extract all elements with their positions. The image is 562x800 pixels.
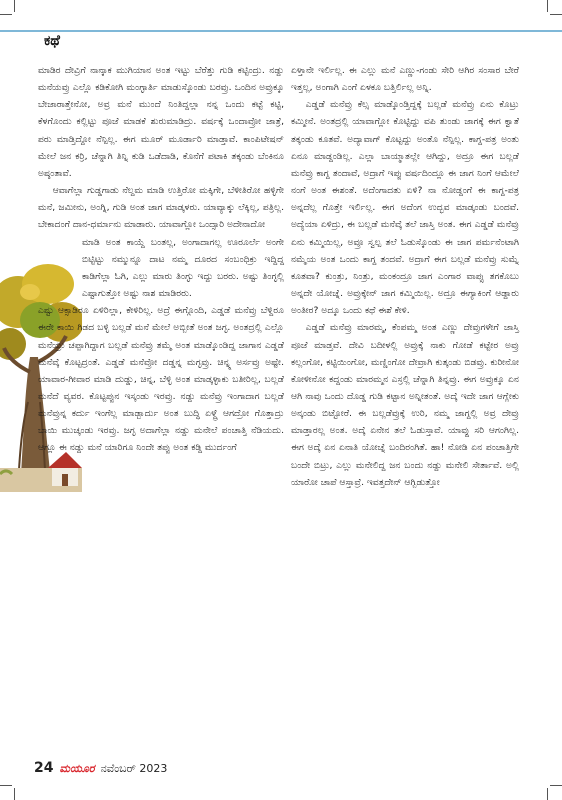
section-title: ಕಥೆ xyxy=(44,33,60,49)
paragraph: ಎಡ್ಡಡೆ ಮನೆವ್ರು ಮಾರಮ್ಮ, ಕೆಂಪಮ್ಮ ಅಂತ ಎಣ್ಣು ದೇವ್ರುಗಳೇಗೆ ಜಾಸ್ತಿ ಪೂಜೆ ಮಾಡ್ತವೆ. ದೇವಿ ಬದೀಳಲ್ಲಿ ಅವ್ರುಕ್ಕೆ ನಾಕು ಗೋಡೆ ಕಟ್ಟೇರ ಅವ್ರು ಕಲ್ಲಂಗೋ, ಕಟ್ಟಿಯಿಂಗೋ, ಮಣ್ಣಿಂಗೋ ದೇವ್ರಾಗಿ ಕುತ್ಕಂಡು ಬಿಡವ್ರು. ಕುರೀನೋ ಕೋಳೀನೋ ಕದ್ದಂಡು ಮಾರಮ್ಮನ ಎಸ್ರಲ್ಲಿ ಚೆನ್ನಾಗಿ ತಿನ್ನವ್ರು. ಈಗ ಅವ್ರುಕ್ಕೂ ಏನ ಆಗಿ ನಾವು ಒಂದು ದೊಡ್ಡ ಗುಡಿ ಕಟ್ಟಾನ ಅನ್ನೀತಂತೆ. ಅದ್ಕೆ ಇದೇ ಜಾಗ ಆಗ್ಲೇಕು ಅನ್ಕಂಡು ಬಿಟ್ಟೋರೆ. ಈ ಬಲ್ಲಡೆವ್ರುಕ್ಕೆ ಉರಿ, ನಮ್ಮ ಜಾಗ್ದಲ್ಲಿ ಅವ್ರ ದೇವ್ರು ಮಾಡ್ತಾರಲ್ಲ ಅಂತ. ಅದ್ಕೆ ಏನೇನ ತಲೆ ಓಡುಸ್ತಾವೆ. ಯಾವ್ದು ಸರಿ ಆಗಂಗಿಲ್ಲ. ಈಗ ಅದ್ಕೆ ಏನ ಏನಾತಿ ಯೋಚ್ನೆ ಬಂದಿರಂಗಿತೆ. ಹಾ! ನೋಡಿ ಏನ ಪಂಚಾತ್ತಿಗೇ ಬಂದೇ ಬಿಟ್ರು, ಎಲ್ಲು ಮನೇಲಿದ್ದ ಜನ ಬಂದು ನಡ್ದು ಮನೇಲಿ ಸೇರ್ತಾವೆ. ಅಲ್ಲಿ ಯಾರೋ ಚಾಪೆ ಆಸ್ತಾವ್ರೆ. ಇವತ್ತದೇನ್ ಆಗ್ಬಿಡುತ್ತೋ xyxy=(291,322,519,488)
crop-mark xyxy=(14,0,15,12)
crop-mark xyxy=(550,785,562,786)
page-footer xyxy=(34,760,167,776)
paragraph: ಎಡ್ಡಡೆ ಮನೆವ್ರು ಕೆಲ್ಸ ಮಾಡ್ಕೊಂಡ್ತಿದ್ದಕ್ಕೆ ಬಲ್ಲಡೆ ಮನೆವ್ರು ಏನು ಕೊಟ್ರು ಕಮ್ಮೀನೆ. ಅಂತದ್ರಲ್ಲಿ ಯಾವಾಗ್ಲೋ ಕೊಟ್ಟಿದ್ದು ವಪಿ ತುಂಡು ಜಾಗಕ್ಕೆ ಈಗ ಕ್ವಾತೆ ತಕ್ಕಂಡು ಕೂತವೆ. ಅದ್ಯಾವಾಗ್ ಕೊಟ್ಟದ್ದು ಅಂತೊ ನೆನ್ಪಿಲ್ಲ. ಕಾಗ್ದ-ಪತ್ರ ಅಂತು ಏನೂ ಮಾಡ್ದಂಡಿಲ್ಲ. ಎಲ್ಲಾ ಬಾಯ್ಮಾತಲ್ಲೇ ಆಗಿದ್ದು, ಅದ್ರೂ ಈಗ ಬಲ್ಲಡೆ ಮನೆವ್ರು ಕಾಗ್ದ ತಂದಾವೆ, ಅದ್ರಾಗೆ ಇಪ್ಪು ವರ್ಷದಿಂದ್ಲೂ ಈ ಜಾಗ ನಿಂಗೆ ಆಮೇಲೆ ನಂಗೆ ಅಂತ ಈಶಂತೆ. ಅದೆಂಗಾದತು ಏಳಿ? ನಾ ನೋಡ್ದಂಗೆ ಈ ಕಾಗ್ದ-ಪತ್ರ ಅನ್ನದೆಲ್ಲ ಗೊತ್ತೇ ಇರ್ಲಿಲ್ಲ. ಈಗ ಅದೆಂಗ ಉದ್ಭವ ಮಾಡ್ಕಂಡು ಬಂದವೆ. ಅದ್ಯೆಯಾ ಏಳಿದ್ರು, ಈ ಬಲ್ಲಡೆ ಮನೆವ್ಕೆ ತಲೆ ಜಾಸ್ತಿ ಅಂತ. ಈಗ ಎಡ್ಡಡೆ ಮನೆವ್ರು ಏನು ಕಮ್ಮಿಯಿಲ್ಲ, ಅವ್ರೂ ಸ್ವಲ್ಪ ತಲೆ ಓಡುಸ್ಕೊಂಡು ಈ ಜಾಗ ಪರ್ಮನೆಂಟಾಗಿ ನಮ್ಮೆಯ ಅಂತ ಒಂದು ಕಾಗ್ದ ತಂದವೆ. ಅದ್ರಾಗೆ ಈಗ ಬಲ್ಲಡೆ ಮನೆವ್ರು ಸುಮ್ನೆ ಕೂತವಾ? ಕುಂತ್ರು, ನಿಂತ್ರು, ಮಂಕಂದ್ರೂ ಜಾಗ ಎಂಗಾರ ವಾಪ್ಸು ತಗಕೊಬು ಅನ್ನದೇ ಯೋಚ್ನೆ. ಅವ್ರುಕ್ಕೇನ್ ಜಾಗ ಕಮ್ಮಿಯಿಲ್ಲ. ಅದ್ರೂ ಈಗ್ಯಾಕಿಂಗೆ ಆಡ್ದಾರು ಅಂತೀರ? ಅದ್ಕೂ ಒಂದು ಕಥೆ ಈಶೆ ಕೇಳಿ. xyxy=(291,99,519,317)
crop-mark xyxy=(0,785,12,786)
section-rule xyxy=(0,30,562,32)
issue-date: ನವೆಂಬರ್ 2023 xyxy=(100,762,168,775)
text-column-right xyxy=(291,62,519,491)
crop-mark xyxy=(0,14,12,15)
paragraph: ಆವಾಗೆಲ್ಲಾ ಗುಡ್ಡಗಾಡು ನೆಲ್ದಮ ಮಾಡಿ ಉತ್ತಿರೋ ಮಕ್ಕಿಗೇ, ಬೆಳೀತಿರೋ ಹಳ್ಳಿಗೇ ಮನೆ, ಜಮೀನು, ಅಂಗ್ನಿ, ಗುಡಿ ಅಂತ ಜಾಗ ಮಾಡ್ಕಳರು. ಯಾವ್ಯಾಕ್ಕು ಲೆಕ್ಕಿಲ್ಲ, ಪತ್ರಿಲ್ಲ. ಬೇಕಾದಂಗೆ ದಾನ-ಧರ್ಮಾನು ಮಾಡಾರು. ಯಾವಾಗ್ಲೋ ಒಂದ್ಸಾರಿ ಅದೇನಾದೋ xyxy=(38,185,284,231)
text-column-left xyxy=(38,62,284,457)
crop-mark xyxy=(547,0,548,12)
paragraph: ಮಾಡಿರ ದೇವ್ರಿಗೆ ನಾನ್ಕಾಕ ಮುಗಿಯಾನ ಅಂತ ಇಟ್ಟು ಬೆರೆತ್ತು ಗುಡಿ ಕಟ್ಟಿಂದ್ರು. ನಡ್ದು ಮನೆಯವ್ರು ಎಲ್ಲೊ ಕಡಿಕೋಗಿ ಮಂಗ್ಳಾರ್ತಿ ಮಾಡುಸ್ಕೊಂಡು ಬರವ್ರು. ಒಂದಿನ ಅವ್ರುಕ್ಕೂ ಬೇಜಾರಾತ್ತೇನೋ, ಅವ್ರ ಮನೆ ಮುಂದೆ ನಿಂತಿದ್ದಲ್ಲಾ ನನ್ನ ಒಂದು ಕಟ್ಟೆ ಕಟ್ಟಿ, ಕೆಳಗೊಂದು ಕಲ್ಲಿಟ್ಟು ಪೂಜೆ ಮಾಡಕೆ ಶುರುಮಾಡಿದ್ರು. ವರ್ಷಕ್ಕೆ ಒಂದಾವ್ರೋ ಜಾತ್ರೆ, ಪರು ಮಾಡ್ತಿದ್ದೋ ನೆನ್ಪಿಲ್ಲ. ಈಗ ಮೂರ್ ಮೂರ್ಡಾರಿ ಮಾಡ್ತಾವೆ. ಕಾಂಪಿಟೇಷನ್ ಮೇಲೆ ಜನ ಕರ್ರಿ, ಚೆನ್ನಾಗಿ ತಿನ್ನಿ ಕುಡಿ ಒಡೆದಾಡಿ, ಕೊನೆಗೆ ಪಟಾಕಿ ತಕ್ಕಂಡು ಬೆಂಕಿನೂ ಅಷ್ಠಂತಾವೆ. xyxy=(38,65,284,179)
page-number: 24 xyxy=(34,760,54,776)
crop-mark xyxy=(550,14,562,15)
paragraph: ಎಷ್ಟು ಆಕ್ಸಾಡಿರೂ ಏಳಿರಿಲ್ಲಾ, ಕೇಳಿರಿಲ್ಲ. ಅದ್ರೆ ಈಗ್ಗೊಂದಿ, ಎಡ್ಡಡೆ ಮನೆವ್ರು ಬೆಳ್ದಿರೂ ಈರೇ ಕಾಯಿ ಗಿಡದ ಬಳ್ಳಿ ಬಲ್ಲಡೆ ಮನೆ ಮೇಲೆ ಅಬ್ಬೀತೆ ಅಂತ ಜಗ್ಳ. ಅಂತದ್ರಲ್ಲಿ ಎಲ್ಲೊ ಮನೆಯ್ರು ಚಪ್ಪಾಗಿದ್ದಾಗ ಬಲ್ಲಡೆ ಮನೆವ್ರು ತಮ್ಮೆ ಅಂತ ಮಾಡ್ಕೊಂಡಿದ್ದ ಜಾಗಾನ ಎಡ್ಡಡೆ ಮನೆವ್ಕೆ ಕೊಟ್ಟದ್ರಂತೆ. ಎಡ್ಡಡೆ ಮನೆವ್ರೋ ದಡ್ಡನ್ನ ಮಗ್ಳವ್ರು. ಚಿನ್ನ್ನ ಅರ್ಸವ್ರು ಅಷ್ಟೇ. ಯಾವಾರ-ಗೀವಾರ ಮಾಡಿ ದುಡ್ಡು, ಚಿನ್ನ, ಬೆಳ್ಳಿ ಅಂತ ಮಾಡ್ಕಳ್ಳಾಕು ಬತೀರಿಲ್ಲ, ಬಲ್ಲಡೆ ಮನೆದೆ ವ್ಯವರ. ಕೊಟ್ಟಪ್ಪುನ ಇಸ್ಕಂಡು ಇರವ್ರು. ನಡ್ದು ಮನೆವ್ರು ಇಂಗಾದಾಗ ಬಲ್ಲಡೆ ಮನೆವ್ರುನ್ನ ಕರ್ದು ಇಂಗೆಲ್ಲ ಮಾಡ್ಬಾರ್ದು ಅಂತ ಬುದ್ಧಿ ಏಳ್ದ್ರೆ ಆಗದ್ರೋ ಗೊತ್ತಾದ್ರು ಬಾಯಿ ಮುಚ್ಕಂಡು ಇರವ್ರು. ಜಗ್ಳ ಅದಾಗೆಲ್ಲಾ ನಡ್ದು ಮನೇಲೆ ಪಂಚಾತ್ತಿ ನೆಡಿಯದು. ಆಗ್ಲೂ ಈ ನಡ್ದು ಮನೆ ಯಾರಿಗೂ ನಿಂದೇ ತಪ್ಪು ಅಂತ ಕಡ್ದಿ ಮುರ್ದಂಗೆ xyxy=(38,305,284,454)
crop-mark xyxy=(14,788,15,800)
paragraph: ಏಳ್ತಾನೇ ಇರ್ಲಿಲ್ಲ. ಈ ಎಲ್ಲು ಮನೆ ಎಣ್ಣು-ಗಂಡು ಸೇರಿ ಆಗಿರ ಸಂಸಾರ ಬೇರೆ ಇತ್ತಲ್ಲ, ಅಂಗಾಗಿ ಎಂಗೆ ಏಳಕೂ ಬತ್ತಿರ್ಲಿಲ್ಲ ಅನ್ನಿ. xyxy=(291,65,519,94)
magazine-logo: ಮಯೂರ xyxy=(59,762,95,775)
crop-mark xyxy=(547,788,548,800)
paragraph-wrapped: ಮಾಡಿ ಅಂತ ಕಾಯ್ದೆ ಬಂತಲ್ಲ, ಅಂಗಾದಾಗಲ್ಲ ಊರೂರ್ಲೆ ಅಂಗೇ ಬಿಟ್ಟಿಟ್ಟು ನಮ್ಮುನ್ನೂ ದಾಟ ನಮ್ಮ ದೂರದ ಸಂಬಂಧಿಕ್ರು ಇದ್ದಿದ್ದ ಕಾಡಿಗೆಲ್ಲಾ ಓಗಿ, ಎಲ್ಲು ಮಾರು ತಿಂಗ್ಳು ಇದ್ದು ಬರರು. ಅಷ್ಟು ತಿಂಗ್ಳಲ್ಲಿ ಎಷ್ಟಾಗುತ್ತೋ ಅಷ್ಟು ನಾಶ ಮಾಡಿರರು. xyxy=(82,236,284,300)
